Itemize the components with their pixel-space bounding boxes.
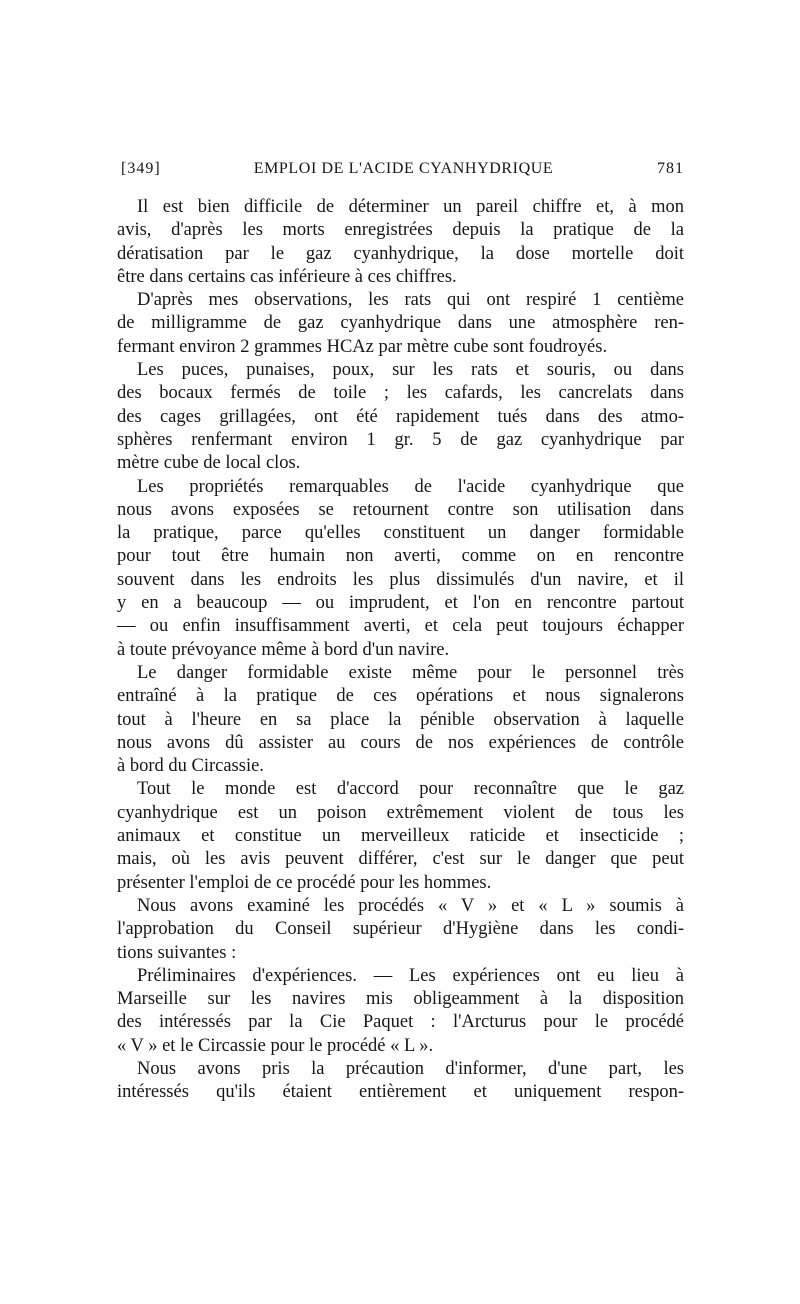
- text-line: nous avons exposées se retournent contre son utilisation dans: [117, 499, 684, 520]
- text-line: Préliminaires d'expériences. — Les expériences ont eu lieu à: [137, 965, 684, 986]
- text-line: dératisation par le gaz cyanhydrique, la dose mortelle doit: [117, 243, 684, 264]
- text-line: avis, d'après les morts enregistrées depuis la pratique de la: [117, 220, 684, 241]
- body-text: [117, 196, 684, 1105]
- text-line: être dans certains cas inférieure à ces chiffres.: [117, 266, 457, 287]
- text-line: nous avons dû assister au cours de nos expériences de contrôle: [117, 732, 684, 753]
- text-line: Les propriétés remarquables de l'acide cyanhydrique que: [137, 476, 684, 497]
- text-line: souvent dans les endroits les plus dissimulés d'un navire, et il: [117, 569, 684, 590]
- text-line: cyanhydrique est un poison extrêmement violent de tous les: [117, 802, 684, 823]
- text-line: des cages grillagées, ont été rapidement tués dans des atmo-: [117, 406, 684, 427]
- page-number: 781: [657, 160, 684, 177]
- text-line: Le danger formidable existe même pour le personnel très: [137, 662, 684, 683]
- text-line: tout à l'heure en sa place la pénible observation à laquelle: [117, 709, 684, 730]
- text-line: D'après mes observations, les rats qui ont respiré 1 centième: [137, 290, 684, 311]
- text-line: intéressés qu'ils étaient entièrement et uniquement respon-: [117, 1082, 684, 1103]
- text-line: pour tout être humain non averti, comme on en rencontre: [117, 546, 684, 567]
- text-line: mais, où les avis peuvent différer, c'est sur le danger que peut: [117, 849, 684, 870]
- text-line: « V » et le Circassie pour le procédé « L ».: [117, 1035, 434, 1056]
- running-title: EMPLOI DE L'ACIDE CYANHYDRIQUE: [253, 160, 554, 177]
- text-line: Nous avons examiné les procédés « V » et « L » soumis à: [137, 895, 684, 916]
- text-line: entraîné à la pratique de ces opérations et nous signalerons: [117, 686, 684, 707]
- running-header: [121, 160, 686, 184]
- text-line: à bord du Circassie.: [117, 756, 264, 777]
- text-line: à toute prévoyance même à bord d'un navire.: [117, 639, 450, 660]
- text-line: y en a beaucoup — ou imprudent, et l'on en rencontre partout: [117, 593, 684, 614]
- text-line: animaux et constitue un merveilleux raticide et insecticide ;: [117, 826, 684, 847]
- text-line: sphères renfermant environ 1 gr. 5 de gaz cyanhydrique par: [117, 429, 684, 450]
- text-line: présenter l'emploi de ce procédé pour les hommes.: [117, 872, 492, 893]
- text-line: fermant environ 2 grammes HCAz par mètre cube sont foudroyés.: [117, 336, 608, 357]
- text-line: Tout le monde est d'accord pour reconnaître que le gaz: [137, 779, 684, 800]
- text-line: Nous avons pris la précaution d'informer, d'une part, les: [137, 1058, 684, 1079]
- text-line: Il est bien difficile de déterminer un pareil chiffre et, à mon: [137, 197, 684, 217]
- page-reference: [349]: [121, 160, 161, 177]
- text-line: l'approbation du Conseil supérieur d'Hygiène dans les condi-: [117, 919, 684, 940]
- text-line: la pratique, parce qu'elles constituent un danger formidable: [117, 523, 684, 544]
- text-line: Les puces, punaises, poux, sur les rats et souris, ou dans: [137, 360, 684, 381]
- text-line: mètre cube de local clos.: [117, 453, 301, 474]
- text-line: tions suivantes :: [117, 942, 237, 963]
- text-line: des intéressés par la Cie Paquet : l'Arcturus pour le procédé: [117, 1012, 684, 1033]
- text-line: — ou enfin insuffisamment averti, et cela peut toujours échapper: [117, 616, 684, 637]
- text-line: de milligramme de gaz cyanhydrique dans une atmosphère ren-: [117, 313, 684, 334]
- text-line: Marseille sur les navires mis obligeamment à la disposition: [117, 989, 684, 1010]
- text-line: des bocaux fermés de toile ; les cafards, les cancrelats dans: [117, 383, 684, 404]
